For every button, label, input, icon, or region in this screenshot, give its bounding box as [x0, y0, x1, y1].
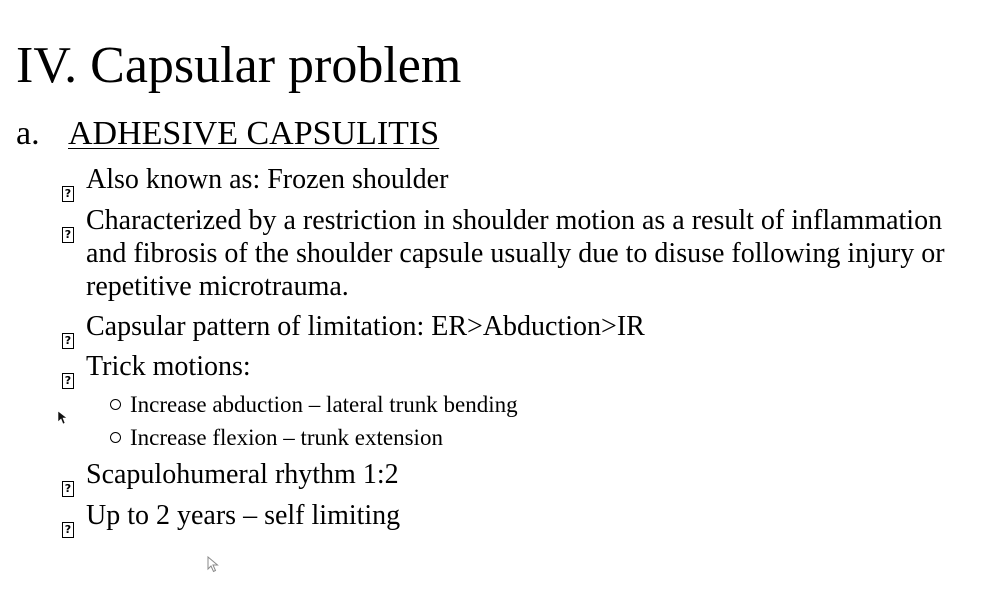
- sub-bullet-item: [110, 424, 443, 452]
- missing-glyph-box-icon: ?: [62, 227, 74, 243]
- missing-glyph-box-icon: ?: [62, 481, 74, 497]
- bullet-item: [62, 350, 982, 391]
- bullet-item: [62, 204, 982, 303]
- bullet-text: Scapulohumeral rhythm 1:2: [86, 459, 399, 490]
- missing-glyph-box-icon: ?: [62, 373, 74, 389]
- section-heading-row: [16, 112, 439, 156]
- bullet-item: [62, 310, 982, 351]
- missing-glyph-box-icon: ?: [62, 333, 74, 349]
- section-marker: a.: [16, 115, 40, 152]
- mouse-pointer-icon: [207, 556, 221, 574]
- bullet-text: Trick motions:: [86, 351, 251, 382]
- sub-bullet-text: Increase flexion – trunk extension: [130, 425, 443, 450]
- slide-title: IV. Capsular problem: [16, 37, 462, 94]
- hollow-circle-icon: [110, 399, 121, 410]
- missing-glyph-box-icon: ?: [62, 186, 74, 202]
- sub-bullet-text: Increase abduction – lateral trunk bending: [130, 392, 518, 417]
- bullet-text: Also known as: Frozen shoulder: [86, 164, 449, 195]
- bullet-item: [62, 499, 982, 540]
- sub-bullet-item: [110, 391, 518, 419]
- mouse-pointer-icon: [57, 410, 69, 426]
- bullet-item: [62, 458, 982, 499]
- missing-glyph-box-icon: ?: [62, 522, 74, 538]
- hollow-circle-icon: [110, 432, 121, 443]
- bullet-text: Characterized by a restriction in shoulder motion as a result of inflammation and fibrosis of the shoulder capsule usually due to disuse following injury or repetitive microtrauma.: [86, 205, 945, 302]
- bullet-item: [62, 163, 982, 204]
- bullet-text: Up to 2 years – self limiting: [86, 500, 401, 531]
- bullet-text: Capsular pattern of limitation: ER>Abduction>IR: [86, 311, 645, 342]
- section-heading: ADHESIVE CAPSULITIS: [68, 115, 440, 152]
